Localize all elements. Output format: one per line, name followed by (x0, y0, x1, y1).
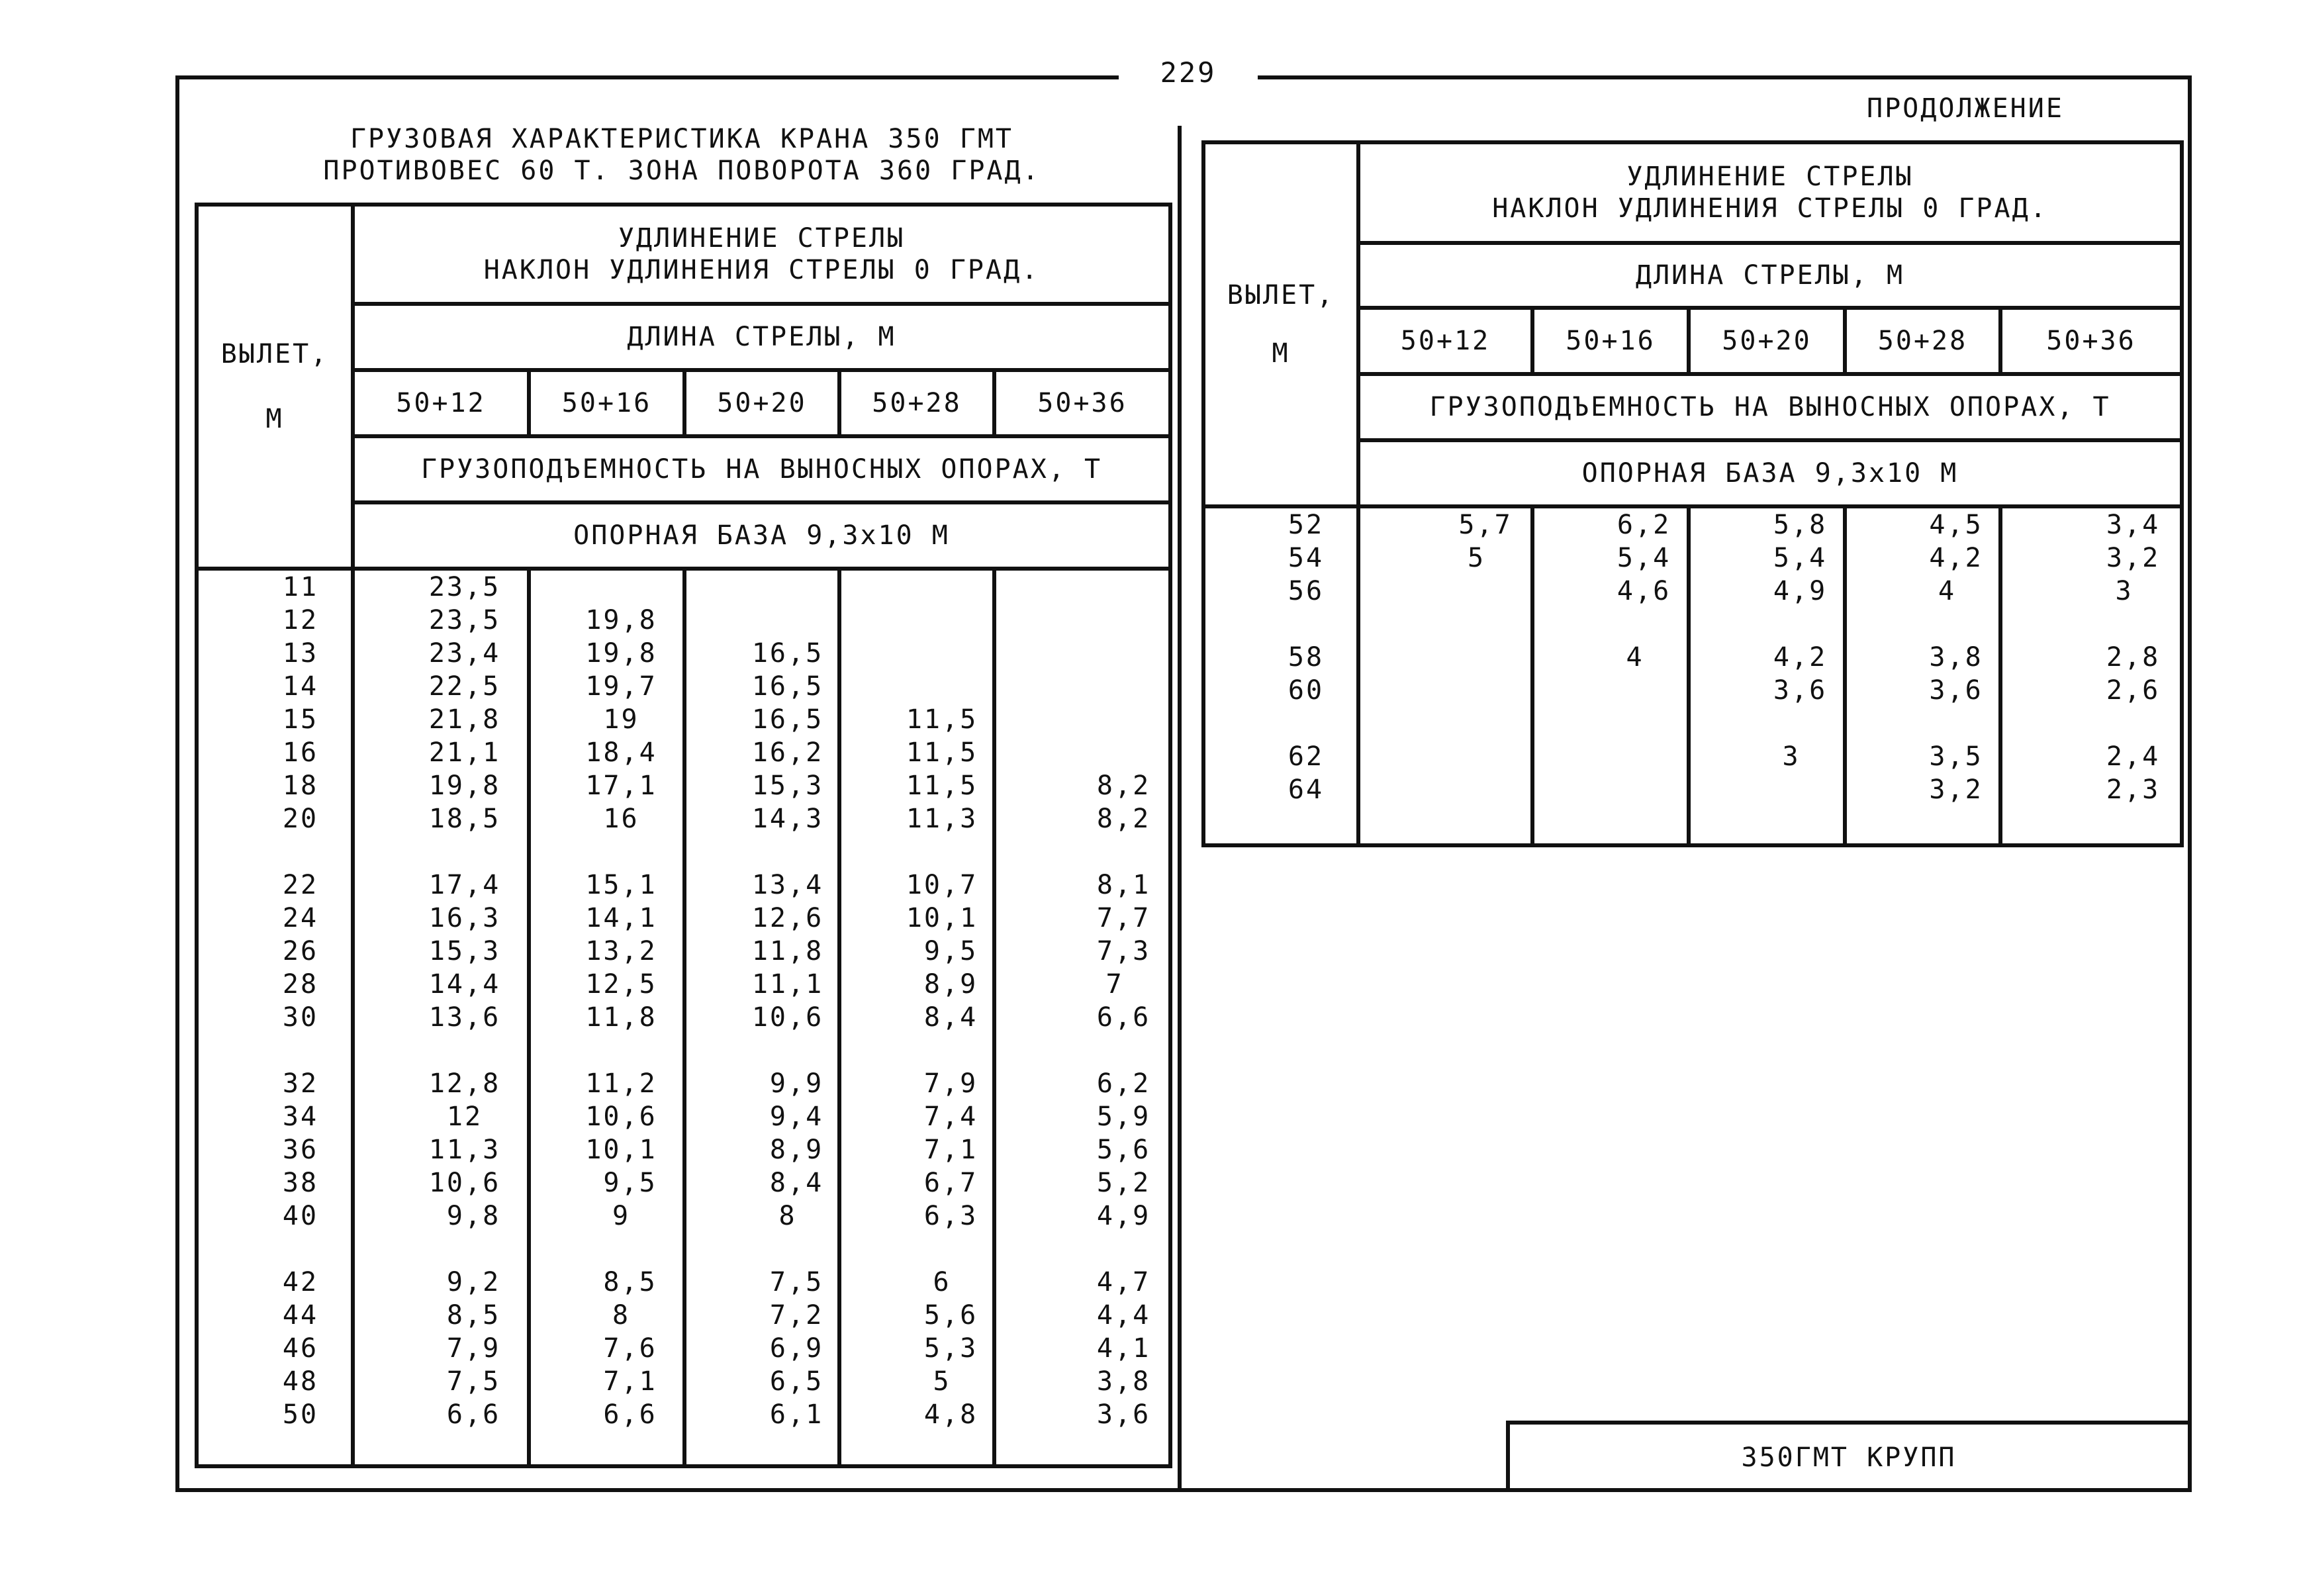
column-header: 50+12 (1358, 308, 1532, 374)
capacity-value: 9,5 (906, 936, 978, 966)
boom-length-header: ДЛИНА СТРЕЛЫ, М (1358, 243, 2182, 308)
reach-value: 15 (282, 704, 319, 735)
capacity-value: 5,7 (1440, 510, 1513, 540)
capacity-value: 4,6 (1599, 576, 1671, 606)
capacity-value: 13,4 (751, 870, 824, 900)
capacity-value: 17,4 (428, 870, 501, 900)
capacity-value: 7,5 (751, 1267, 824, 1297)
capacity-value: 3 (1782, 741, 1801, 772)
reach-value: 56 (1288, 576, 1325, 606)
group-spacer (1256, 707, 1356, 740)
group-spacer (2069, 707, 2180, 740)
capacity-value: 18,4 (585, 737, 657, 768)
capacity-value: 3,6 (1755, 675, 1828, 706)
group-spacer (1896, 707, 1998, 740)
group-spacer (1061, 835, 1168, 868)
capacity-value (1061, 637, 1168, 670)
boom-extension-line1: УДЛИНЕНИЕ СТРЕЛЫ (618, 223, 906, 254)
table-title-line2: ПРОТИВОВЕС 60 Т. ЗОНА ПОВОРОТА 360 ГРАД. (323, 156, 1041, 186)
capacity-value: 6,3 (906, 1201, 978, 1231)
capacity-value: 12,6 (751, 903, 824, 933)
capacity-value: 8,1 (1078, 870, 1151, 900)
base-header: ОПОРНАЯ БАЗА 9,3х10 М (353, 502, 1170, 569)
capacity-value (738, 571, 837, 604)
capacity-column-50-28 (1845, 506, 2000, 845)
capacity-value: 11,1 (751, 969, 824, 1000)
capacity-value: 3,5 (1911, 741, 1983, 772)
stamp-text: 350ГМТ КРУПП (1741, 1442, 1957, 1473)
capacity-value: 16,5 (751, 704, 824, 735)
capacity-value: 7,7 (1078, 903, 1151, 933)
capacity-value: 8,9 (906, 969, 978, 1000)
capacity-value: 4,8 (906, 1399, 978, 1430)
capacity-value: 7,4 (906, 1102, 978, 1132)
capacity-value: 5,9 (1078, 1102, 1151, 1132)
capacity-value: 8 (612, 1300, 631, 1331)
capacity-value: 16,2 (751, 737, 824, 768)
capacity-value: 4,2 (1911, 543, 1983, 573)
capacity-column-50-28 (839, 569, 994, 1466)
boom-extension-line1: УДЛИНЕНИЕ СТРЕЛЫ (1626, 162, 1914, 192)
capacity-value: 8 (778, 1201, 797, 1231)
capacity-value: 4,7 (1078, 1267, 1151, 1297)
group-spacer (1896, 608, 1998, 641)
capacity-value: 7 (1105, 969, 1124, 1000)
capacity-value (1583, 740, 1687, 773)
capacity-value: 9 (612, 1201, 631, 1231)
reach-value: 22 (282, 870, 319, 900)
capacity-value: 4,5 (1911, 510, 1983, 540)
capacity-value: 4,9 (1755, 576, 1828, 606)
page-number: 229 (1160, 56, 1217, 89)
capacity-value: 2,8 (2088, 642, 2161, 673)
reach-header (197, 205, 353, 569)
capacity-value: 6,6 (1078, 1002, 1151, 1033)
group-spacer (1423, 608, 1530, 641)
reach-value: 42 (282, 1267, 319, 1297)
capacity-value: 3,2 (1911, 775, 1983, 805)
capacity-value: 4,1 (1078, 1333, 1151, 1364)
capacity-column-50-36 (2000, 506, 2182, 845)
capacity-value: 5 (1467, 543, 1486, 573)
group-spacer (892, 1233, 992, 1266)
column-header: 50+36 (994, 370, 1170, 436)
capacity-value (1061, 571, 1168, 604)
capacity-value (1583, 773, 1687, 806)
capacity-value: 10,1 (585, 1135, 657, 1165)
group-spacer (738, 835, 837, 868)
capacity-value (892, 670, 992, 703)
reach-value: 52 (1288, 510, 1325, 540)
capacity-value: 7,9 (906, 1068, 978, 1099)
capacity-value: 11,5 (906, 704, 978, 735)
reach-value: 14 (282, 671, 319, 702)
capacity-value: 23,5 (428, 572, 501, 602)
boom-extension-line2: НАКЛОН УДЛИНЕНИЯ СТРЕЛЫ 0 ГРАД. (1492, 193, 2048, 224)
reach-values-column (1203, 506, 1358, 845)
base-header: ОПОРНАЯ БАЗА 9,3х10 М (1358, 440, 2182, 506)
capacity-value: 5 (933, 1366, 951, 1397)
right-capacity-table (1201, 140, 2184, 847)
capacity-value (1583, 674, 1687, 707)
capacity-value (1061, 736, 1168, 769)
group-spacer (560, 1233, 682, 1266)
capacity-value (1740, 773, 1843, 806)
reach-value: 13 (282, 638, 319, 669)
capacity-value: 6,2 (1599, 510, 1671, 540)
column-header: 50+12 (353, 370, 529, 436)
capacity-value: 8,2 (1078, 804, 1151, 834)
reach-value: 38 (282, 1168, 319, 1198)
capacity-value: 7,6 (585, 1333, 657, 1364)
capacity-value: 23,4 (428, 638, 501, 669)
reach-value: 62 (1288, 741, 1325, 772)
reach-value: 18 (282, 771, 319, 801)
continuation-label: ПРОДОЛЖЕНИЕ (1867, 93, 2064, 124)
capacity-value: 22,5 (428, 671, 501, 702)
stamp-box (1506, 1421, 2192, 1492)
reach-header-line2: М (265, 404, 284, 434)
capacity-value: 21,8 (428, 704, 501, 735)
capacity-value (892, 637, 992, 670)
capacity-value: 8,9 (751, 1135, 824, 1165)
group-spacer (250, 1233, 351, 1266)
capacity-value: 9,4 (751, 1102, 824, 1132)
group-spacer (1061, 1034, 1168, 1067)
capacity-value: 6,9 (751, 1333, 824, 1364)
reach-value: 20 (282, 804, 319, 834)
group-spacer (250, 1034, 351, 1067)
group-spacer (1423, 707, 1530, 740)
capacity-value: 4,9 (1078, 1201, 1151, 1231)
capacity-value: 6,2 (1078, 1068, 1151, 1099)
capacity-value: 12,8 (428, 1068, 501, 1099)
capacity-value: 15,3 (428, 936, 501, 966)
capacity-value: 6,1 (751, 1399, 824, 1430)
column-header: 50+28 (1845, 308, 2000, 374)
capacity-value: 7,3 (1078, 936, 1151, 966)
capacity-value (1423, 641, 1530, 674)
reach-value: 34 (282, 1102, 319, 1132)
capacity-value: 2,4 (2088, 741, 2161, 772)
capacity-header: ГРУЗОПОДЪЕМНОСТЬ НА ВЫНОСНЫХ ОПОРАХ, Т (353, 436, 1170, 502)
capacity-value: 8,2 (1078, 771, 1151, 801)
reach-value: 64 (1288, 775, 1325, 805)
capacity-value: 8,4 (906, 1002, 978, 1033)
capacity-value (1061, 703, 1168, 736)
capacity-value: 12 (446, 1102, 483, 1132)
group-spacer (892, 835, 992, 868)
capacity-value: 7,1 (585, 1366, 657, 1397)
reach-value: 12 (282, 605, 319, 635)
capacity-value: 14,3 (751, 804, 824, 834)
capacity-value: 3,6 (1911, 675, 1983, 706)
table-title-line1: ГРУЗОВАЯ ХАРАКТЕРИСТИКА КРАНА 350 ГМТ (350, 124, 1014, 154)
reach-value: 24 (282, 903, 319, 933)
boom-extension-header (353, 205, 1170, 304)
capacity-value: 3,8 (1911, 642, 1983, 673)
capacity-value: 16,5 (751, 671, 824, 702)
column-header: 50+16 (1532, 308, 1689, 374)
capacity-value: 11,5 (906, 771, 978, 801)
capacity-value: 11,8 (751, 936, 824, 966)
reach-value: 40 (282, 1201, 319, 1231)
group-spacer (1740, 608, 1843, 641)
group-spacer (2069, 608, 2180, 641)
capacity-value (738, 604, 837, 637)
reach-value: 36 (282, 1135, 319, 1165)
column-header: 50+20 (1689, 308, 1845, 374)
capacity-value: 19,8 (428, 771, 501, 801)
capacity-value: 16,3 (428, 903, 501, 933)
capacity-column-50-16 (529, 569, 684, 1466)
reach-value: 11 (282, 572, 319, 602)
capacity-value (560, 571, 682, 604)
reach-header-line2: М (1272, 338, 1290, 369)
reach-value: 16 (282, 737, 319, 768)
capacity-value: 3,4 (2088, 510, 2161, 540)
capacity-value: 16 (603, 804, 639, 834)
capacity-value (892, 571, 992, 604)
capacity-value: 6,7 (906, 1168, 978, 1198)
left-capacity-table (195, 203, 1172, 1468)
capacity-value: 5,4 (1755, 543, 1828, 573)
reach-value: 26 (282, 936, 319, 966)
group-spacer (738, 1034, 837, 1067)
reach-value: 54 (1288, 543, 1325, 573)
capacity-value: 4 (1938, 576, 1957, 606)
capacity-value (1423, 773, 1530, 806)
boom-length-header: ДЛИНА СТРЕЛЫ, М (353, 304, 1170, 370)
capacity-value: 7,2 (751, 1300, 824, 1331)
capacity-value: 10,6 (751, 1002, 824, 1033)
capacity-value: 9,5 (585, 1168, 657, 1198)
capacity-value (1061, 670, 1168, 703)
group-spacer (402, 835, 527, 868)
capacity-value: 3 (2115, 576, 2133, 606)
capacity-value: 3,2 (2088, 543, 2161, 573)
capacity-value: 19,7 (585, 671, 657, 702)
group-spacer (560, 1034, 682, 1067)
reach-value: 50 (282, 1399, 319, 1430)
capacity-value: 14,1 (585, 903, 657, 933)
reach-value: 60 (1288, 675, 1325, 706)
capacity-value: 8,5 (428, 1300, 501, 1331)
capacity-value: 16,5 (751, 638, 824, 669)
capacity-value: 5,6 (1078, 1135, 1151, 1165)
capacity-value: 9,8 (428, 1201, 501, 1231)
capacity-value: 15,3 (751, 771, 824, 801)
capacity-value: 7,9 (428, 1333, 501, 1364)
capacity-value: 10,6 (585, 1102, 657, 1132)
capacity-value: 6,6 (428, 1399, 501, 1430)
reach-header (1203, 142, 1358, 506)
capacity-value: 6,5 (751, 1366, 824, 1397)
capacity-value: 3,8 (1078, 1366, 1151, 1397)
capacity-value: 4 (1626, 642, 1644, 673)
capacity-value: 17,1 (585, 771, 657, 801)
capacity-value: 2,3 (2088, 775, 2161, 805)
capacity-value: 7,1 (906, 1135, 978, 1165)
reach-value: 44 (282, 1300, 319, 1331)
reach-value: 58 (1288, 642, 1325, 673)
boom-extension-line2: НАКЛОН УДЛИНЕНИЯ СТРЕЛЫ 0 ГРАД. (483, 255, 1040, 285)
capacity-value: 13,6 (428, 1002, 501, 1033)
capacity-value (892, 604, 992, 637)
group-spacer (1583, 608, 1687, 641)
capacity-column-50-36 (994, 569, 1170, 1466)
reach-value: 46 (282, 1333, 319, 1364)
capacity-value: 5,2 (1078, 1168, 1151, 1198)
capacity-value: 5,8 (1755, 510, 1828, 540)
capacity-column-50-16 (1532, 506, 1689, 845)
capacity-value: 14,4 (428, 969, 501, 1000)
capacity-value: 10,6 (428, 1168, 501, 1198)
capacity-value: 5,4 (1599, 543, 1671, 573)
column-header: 50+28 (839, 370, 994, 436)
reach-value: 32 (282, 1068, 319, 1099)
capacity-value: 13,2 (585, 936, 657, 966)
capacity-value: 18,5 (428, 804, 501, 834)
group-spacer (402, 1233, 527, 1266)
group-spacer (560, 835, 682, 868)
group-spacer (892, 1034, 992, 1067)
capacity-value: 19,8 (585, 605, 657, 635)
capacity-column-50-12 (353, 569, 529, 1466)
capacity-value: 3,6 (1078, 1399, 1151, 1430)
column-header: 50+20 (684, 370, 839, 436)
capacity-value: 11,5 (906, 737, 978, 768)
reach-header-line1: ВЫЛЕТ, (220, 339, 329, 369)
capacity-value: 5,3 (906, 1333, 978, 1364)
capacity-value: 9,9 (751, 1068, 824, 1099)
boom-extension-header (1358, 142, 2182, 243)
capacity-value: 8,4 (751, 1168, 824, 1198)
capacity-value: 4,2 (1755, 642, 1828, 673)
capacity-value: 11,8 (585, 1002, 657, 1033)
group-spacer (1061, 1233, 1168, 1266)
capacity-value: 11,3 (428, 1135, 501, 1165)
capacity-value (1423, 575, 1530, 608)
capacity-value: 15,1 (585, 870, 657, 900)
capacity-value: 11,3 (906, 804, 978, 834)
center-divider (1178, 126, 1182, 1492)
column-header: 50+36 (2000, 308, 2182, 374)
capacity-value: 6,6 (585, 1399, 657, 1430)
reach-value: 30 (282, 1002, 319, 1033)
capacity-value (1061, 604, 1168, 637)
reach-header-line1: ВЫЛЕТ, (1227, 280, 1335, 310)
capacity-column-50-12 (1358, 506, 1532, 845)
capacity-value: 7,5 (428, 1366, 501, 1397)
capacity-value: 23,5 (428, 605, 501, 635)
reach-values-column (197, 569, 353, 1466)
reach-value: 28 (282, 969, 319, 1000)
capacity-value (1423, 674, 1530, 707)
column-header: 50+16 (529, 370, 684, 436)
capacity-value: 21,1 (428, 737, 501, 768)
capacity-value: 2,6 (2088, 675, 2161, 706)
group-spacer (738, 1233, 837, 1266)
capacity-value: 19,8 (585, 638, 657, 669)
reach-value: 48 (282, 1366, 319, 1397)
capacity-value: 19 (603, 704, 639, 735)
capacity-value: 10,1 (906, 903, 978, 933)
capacity-value: 9,2 (428, 1267, 501, 1297)
capacity-value: 8,5 (585, 1267, 657, 1297)
capacity-value: 5,6 (906, 1300, 978, 1331)
capacity-value: 4,4 (1078, 1300, 1151, 1331)
capacity-column-50-20 (684, 569, 839, 1466)
group-spacer (1583, 707, 1687, 740)
capacity-header: ГРУЗОПОДЪЕМНОСТЬ НА ВЫНОСНЫХ ОПОРАХ, Т (1358, 374, 2182, 440)
capacity-value: 6 (933, 1267, 951, 1297)
group-spacer (250, 835, 351, 868)
capacity-value: 10,7 (906, 870, 978, 900)
capacity-value (1423, 740, 1530, 773)
capacity-value: 11,2 (585, 1068, 657, 1099)
capacity-column-50-20 (1689, 506, 1845, 845)
capacity-value: 12,5 (585, 969, 657, 1000)
group-spacer (1256, 608, 1356, 641)
group-spacer (1740, 707, 1843, 740)
group-spacer (402, 1034, 527, 1067)
